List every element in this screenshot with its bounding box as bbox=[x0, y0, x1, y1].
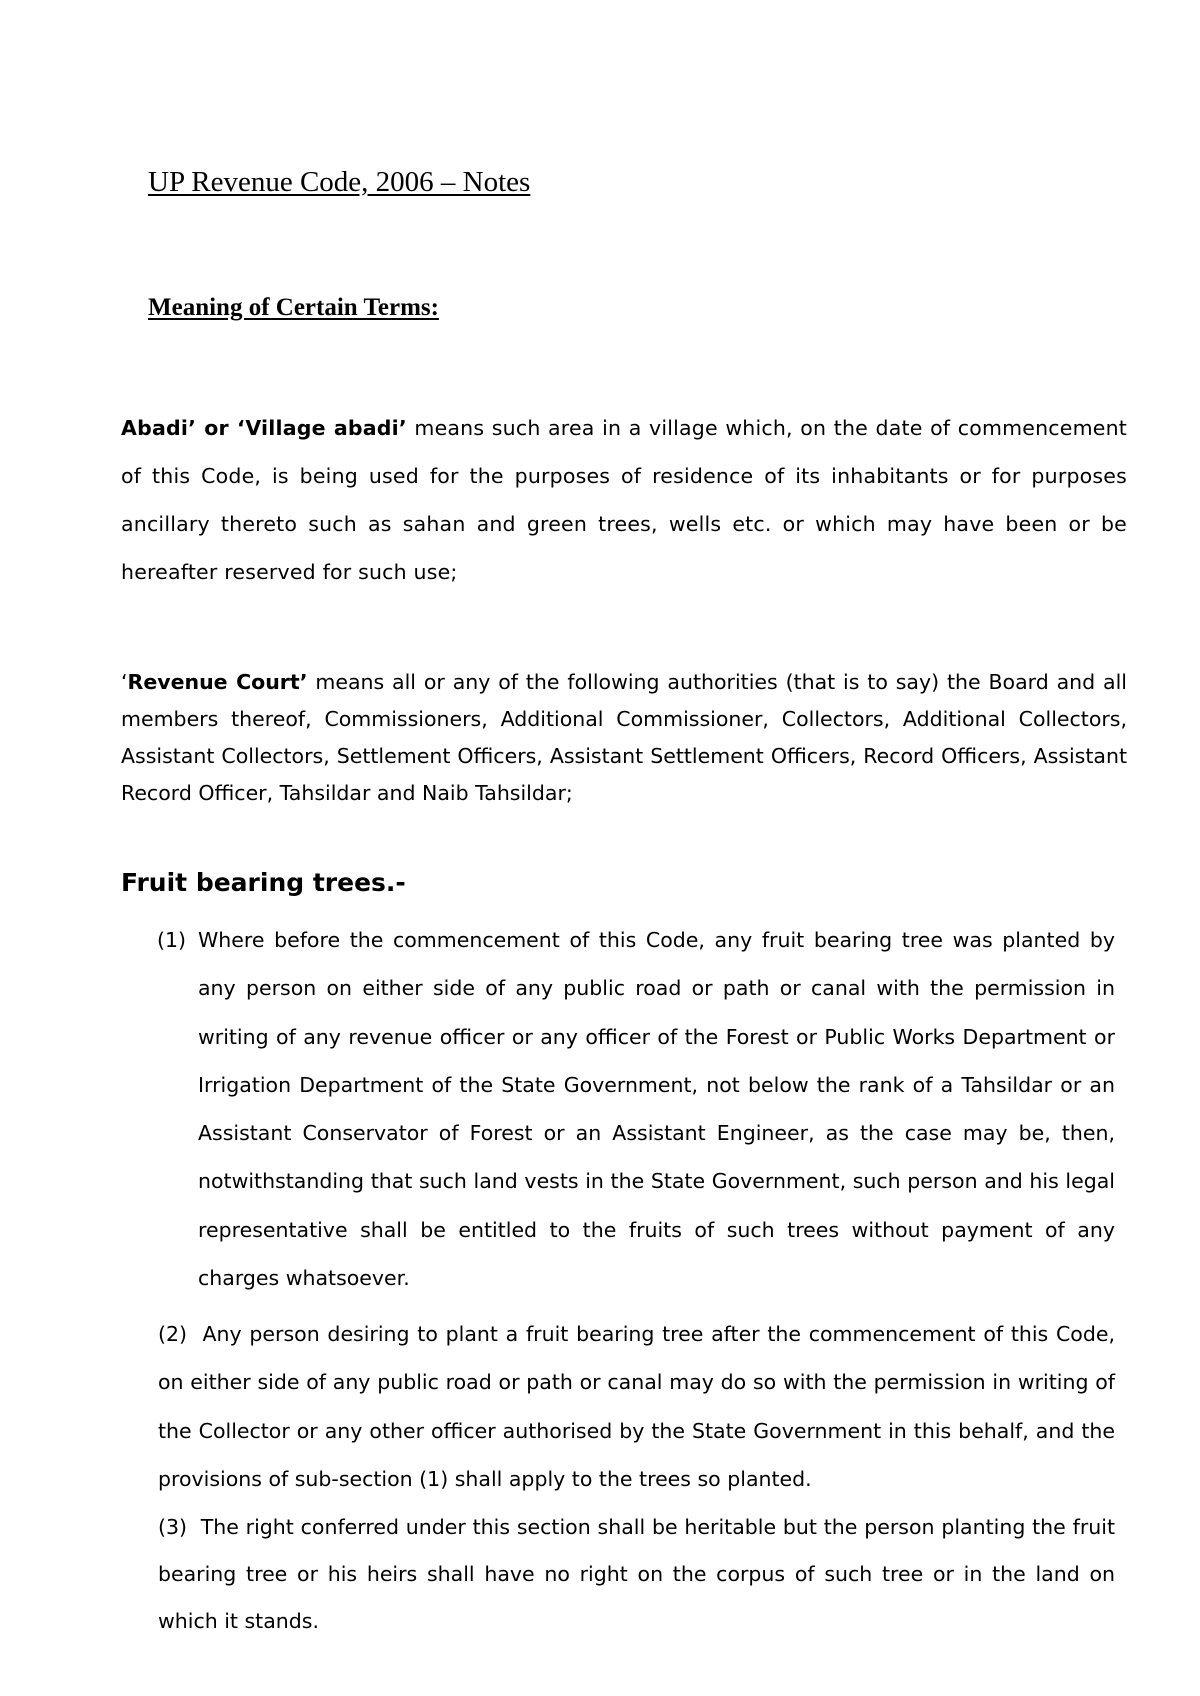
definition-revenue-court bbox=[121, 664, 1127, 812]
quote-mark: ‘ bbox=[121, 670, 128, 694]
clause-2 bbox=[158, 1310, 1115, 1503]
clause-text: Any person desiring to plant a fruit bearing tree after the commencement of this Code, on either side of any public road or path or canal may do so with the permission in writing of the Collector or any other officer authorised by the State Government in this behalf, and the provisions of sub-section (1) shall apply to the trees so planted. bbox=[158, 1322, 1115, 1491]
definition-abadi bbox=[121, 404, 1127, 596]
clause-1 bbox=[157, 916, 1115, 1302]
definition-abadi-text: means such area in a village which, on the date of commencement of this Code, is being used for the purposes of residence of its inhabitants or for purposes ancillary thereto such as sahan and green trees, wells etc. or which may have been or be hereafter reserved for such use; bbox=[121, 416, 1128, 584]
term-revenue-court: Revenue Court’ bbox=[127, 670, 308, 694]
term-abadi: Abadi’ or ‘Village abadi’ bbox=[121, 416, 407, 440]
clause-3 bbox=[158, 1504, 1115, 1645]
clause-number: (1) bbox=[157, 928, 187, 952]
section-subtitle: Meaning of Certain Terms: bbox=[148, 294, 439, 321]
definition-revenue-court-text: means all or any of the following authorities (that is to say) the Board and all members thereof, Commissioners, Additional Commissioner, Collectors, Additional Collectors, Assistant Collectors, Settlement Officers, Assistant Settlement Officers, Record Officers, Assistant Record Officer, Tahsildar and Naib Tahsildar; bbox=[121, 670, 1128, 805]
clause-text: The right conferred under this section shall be heritable but the person planting the fruit bearing tree or his heirs shall have no right on the corpus of such tree or in the land on which it stands. bbox=[158, 1515, 1115, 1633]
document-title: UP Revenue Code, 2006 – Notes bbox=[148, 166, 531, 198]
clause-number: (2) bbox=[158, 1322, 188, 1346]
section-heading-fruit-trees: Fruit bearing trees.- bbox=[121, 868, 406, 897]
clause-text: Where before the commencement of this Code, any fruit bearing tree was planted by any person on either side of any public road or path or canal with the permission in writing of any revenue officer or any officer of the Forest or Public Works Department or Irrigation Department of the State Government, not below the rank of a Tahsildar or an Assistant Conservator of Forest or an Assistant Engineer, as the case may be, then, notwithstanding that such land vests in the State Government, such person and his legal representative shall be entitled to the fruits of such trees without payment of any charges whatsoever. bbox=[198, 928, 1115, 1291]
clause-number: (3) bbox=[158, 1515, 188, 1539]
